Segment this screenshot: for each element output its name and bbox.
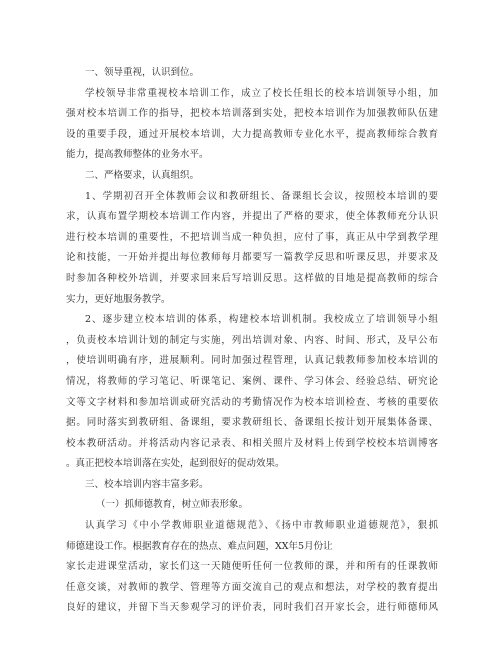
heading-1: 一、领导重视，认识到位。: [85, 67, 200, 78]
paragraph-line: 据。同时落实到教研组、备课组，要求教研组长、备课组长按计划开展集体备课、: [66, 417, 438, 429]
paragraph-line: 任意交谈，对教师的教学、管理等方面交流自己的观点和想法，对学校的教育提出: [66, 581, 438, 593]
heading-2: 二、严格要求，认真组织。: [85, 169, 200, 181]
paragraph-line: 能力，提高教师整体的业务水平。: [66, 149, 209, 161]
paragraph-line: ，负责校本培训计划的制定与实施，列出培训对象、内容、时间、形式，及早公布: [66, 334, 438, 346]
paragraph-line: 。真正把校本培训落在实处，起到很好的促动效果。: [66, 458, 285, 470]
paragraph-line: 强对校本培训工作的指导，把校本培训落到实处，把校本培训作为加强教师队伍建: [66, 108, 438, 120]
paragraph-line: 论和技能，一开始并提出每位教师每月都要写一篇教学反思和听课反思，并要求及: [66, 252, 438, 264]
paragraph-line: 文等文字材料和参加培训或研究活动的考勤情况作为校本培训检查、考核的重要依: [66, 396, 438, 408]
paragraph-line: 学校领导非常重视校本培训工作，成立了校长任组长的校本培训领导小组，加: [85, 87, 438, 99]
paragraph-line: 进行校本培训的重要性，不把培训当成一种负担，应付了事，真正从中学到教学理: [66, 231, 438, 243]
subheading-1: （一）抓师德教育，树立师表形象。: [96, 499, 249, 511]
paragraph-line: 求，认真布置学期校本培训工作内容，并提出了严格的要求，使全体教师充分认识: [66, 211, 438, 223]
paragraph-line: ，使培训明确有序，进展顺利。同时加强过程管理，认真记载教师参加校本培训的: [66, 355, 438, 367]
paragraph-line: 设的重要手段，通过开展校本培训，大力提高教师专业化水平，提高教师综合教育: [66, 128, 438, 140]
paragraph-line: 师德建设工作。根据教育存在的热点、难点问题，XX年5月份让: [66, 540, 333, 552]
heading-3: 三、校本培训内容丰富多彩。: [85, 478, 209, 490]
paragraph-line: 时参加各种校外培训，并要求回来后写培训反思。这样做的目地是提高教师的综合: [66, 272, 438, 284]
paragraph-line: 2、逐步建立校本培训的体系，构建校本培训机制。我校成立了培训领导小组: [85, 314, 438, 326]
paragraph-line: 校本教研活动。并将活动内容记录表、和相关照片及材料上传到学校校本培训博客: [66, 437, 438, 449]
paragraph-line: 实力，更好地服务教学。: [66, 293, 171, 305]
paragraph-line: 认真学习《中小学教师职业道德规范》、《扬中市教师职业道德规范》，狠抓: [85, 520, 438, 532]
paragraph-line: 情况，将教师的学习笔记、听课笔记、案例、课件、学习体会、经验总结、研究论: [66, 375, 438, 387]
paragraph-line: 良好的建议，并留下当天参观学习的评价表，同时我们召开家长会，进行师德师风: [66, 602, 438, 614]
paragraph-line: 1、学期初召开全体教师会议和教研组长、备课组长会议，按照校本培训的要: [85, 190, 438, 202]
paragraph-line: 家长走进课堂活动，家长们这一天随便听任何一位教师的课，并和所有的任课教师: [66, 561, 438, 573]
